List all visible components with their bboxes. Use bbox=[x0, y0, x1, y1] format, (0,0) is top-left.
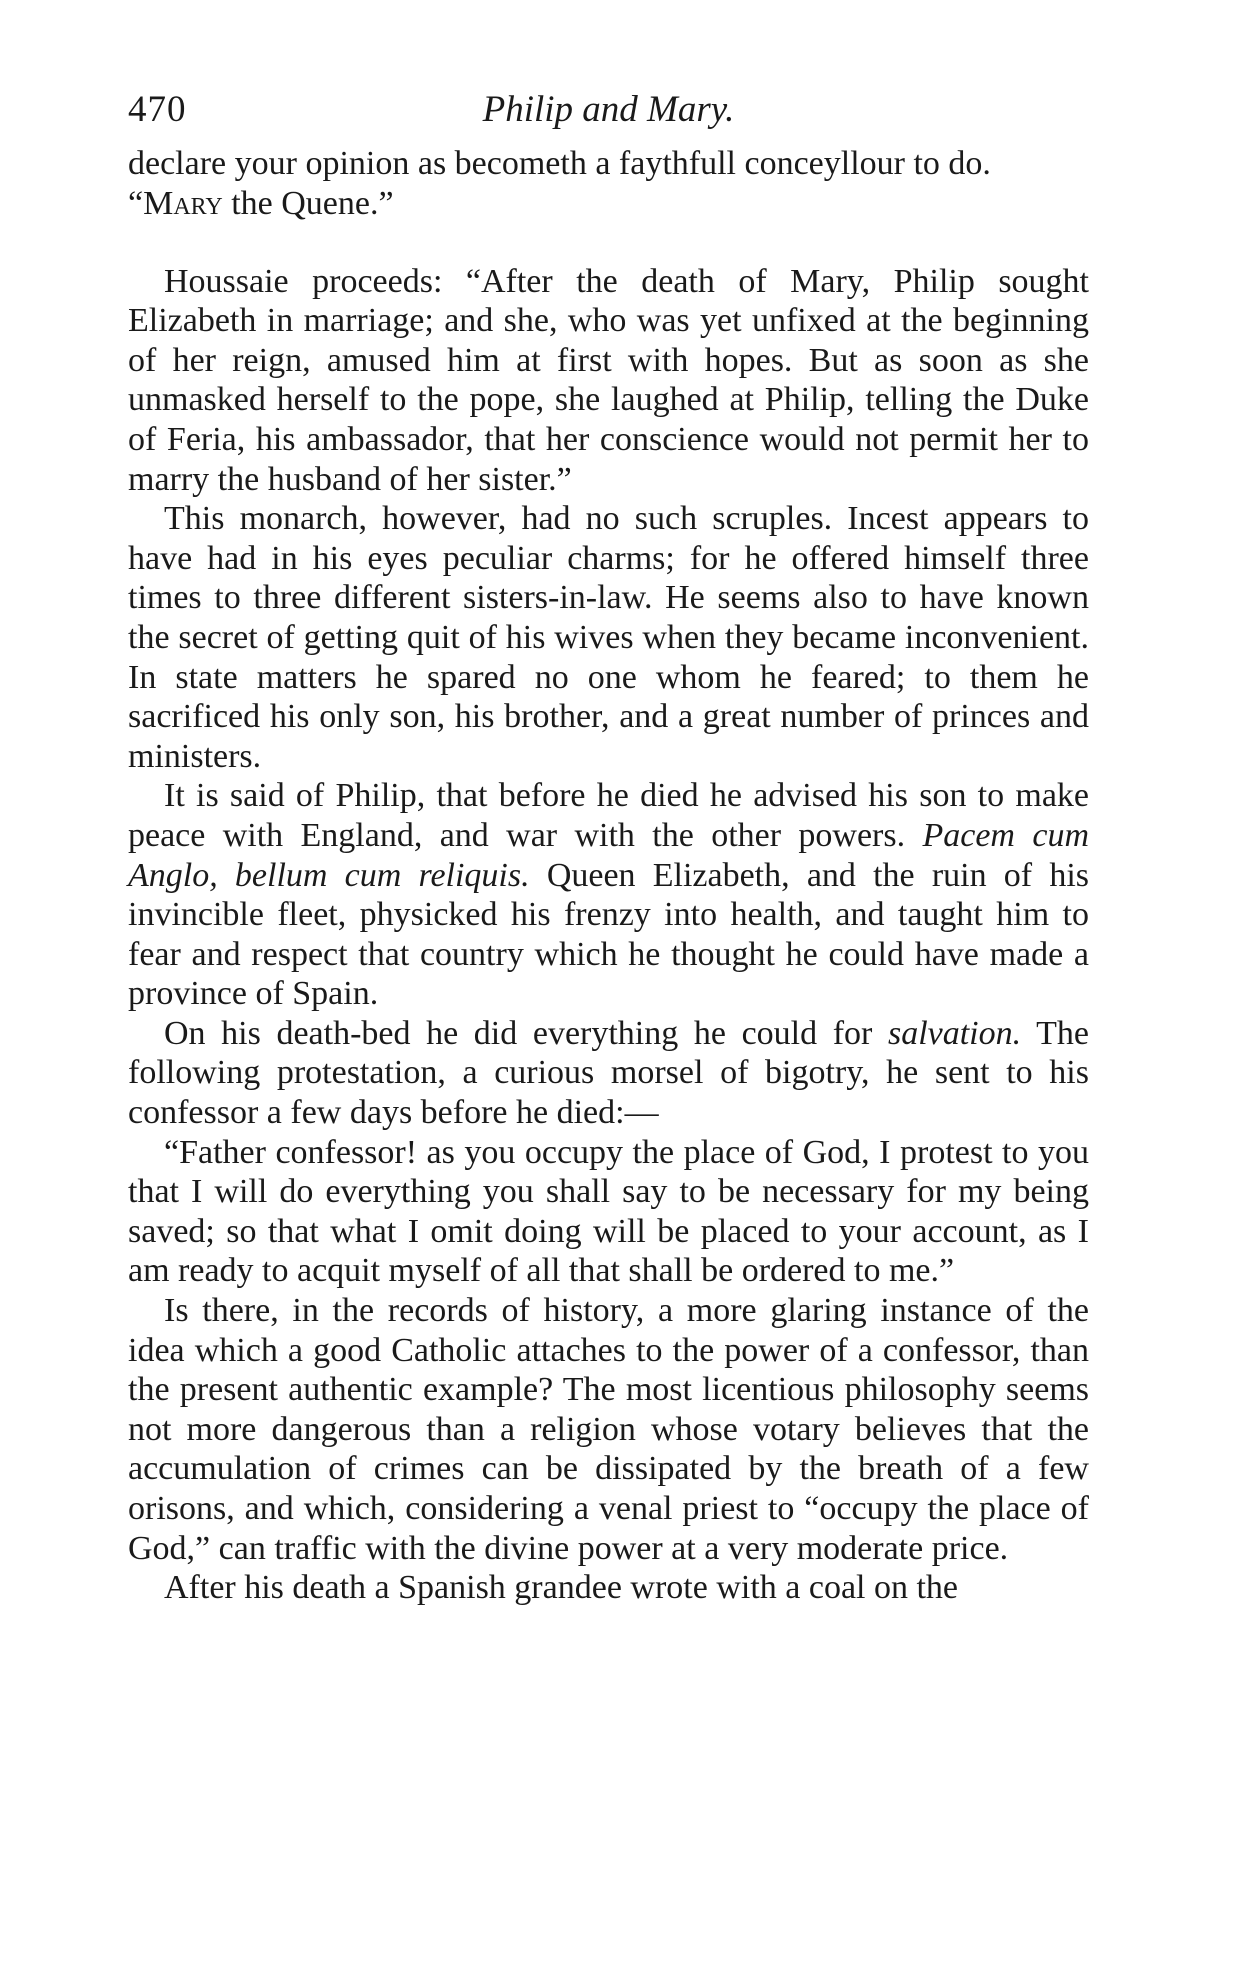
book-page bbox=[128, 90, 1089, 1608]
page-number: 470 bbox=[128, 89, 187, 130]
paragraph-philip-advice-end: Queen Elizabeth, and the ruin of his invincible fleet, physicked his frenzy into health, and taught him to fear and respect that country which he thought he could have made a province of Spain. bbox=[128, 856, 1090, 1013]
salvation-word: salvation. bbox=[887, 1014, 1022, 1052]
signature-rest: the Quene.” bbox=[222, 184, 394, 222]
page-header bbox=[128, 90, 1089, 144]
letter-closing: declare your opinion as becometh a faythfull conceyllour to do. bbox=[128, 145, 991, 182]
paragraph-death-bed-end: The following protestation, a curious morsel of bigotry, he sent to his confessor a few days before he died:— bbox=[128, 1014, 1089, 1132]
latin-quote: Pacem cum Anglo, bellum cum reliquis. bbox=[128, 816, 1089, 894]
paragraph-philip-advice bbox=[128, 776, 1089, 1014]
signature-open-quote: “ bbox=[128, 184, 144, 222]
paragraph-philip-advice-start: It is said of Philip, that before he died he advised his son to make peace with England, and war with the other powers. bbox=[128, 777, 1089, 854]
signature-name: Mary bbox=[143, 184, 223, 222]
paragraph-protestation: “Father confessor! as you occupy the place of God, I protest to you that I will do everything you shall say to be necessary for my being saved; so that what I omit doing will be placed to your account, as I am ready to acquit myself of all that shall be ordered to me.” bbox=[128, 1133, 1089, 1290]
page-body bbox=[128, 144, 1089, 1608]
paragraph-death-bed-start: On his death-bed he did everything he could for bbox=[164, 1014, 888, 1052]
letter-signature bbox=[128, 184, 1089, 244]
paragraph-reflection: Is there, in the records of history, a more glaring instance of the idea which a good Catholic attaches to the power of a confessor, than the present authentic example? The most licentious philosophy seems not more dangerous than a religion whose votary believes that the accumulation of crimes can be dissipated by the breath of a few orisons, and which, considering a venal priest to “occupy the place of God,” can traffic with the divine power at a very moderate price. bbox=[128, 1292, 1089, 1567]
paragraph-houssaie: Houssaie proceeds: “After the death of Mary, Philip sought Elizabeth in marriage; and she, who was yet unfixed at the beginning of her reign, amused him at first with hopes. But as soon as she unmasked herself to the pope, she laughed at Philip, telling the Duke of Feria, his ambassador, that her conscience would not permit her to marry the husband of her sister.” bbox=[128, 262, 1089, 498]
paragraph-death-bed bbox=[128, 1014, 1089, 1133]
running-title: Philip and Mary. bbox=[482, 89, 735, 130]
paragraph-monarch: This monarch, however, had no such scruples. Incest appears to have had in his eyes peculiar charms; for he offered himself three times to three different sisters-in-law. He seems also to have known the secret of getting quit of his wives when they became inconvenient. In state matters he spared no one whom he feared; to them he sacrificed his only son, his brother, and a great number of princes and ministers. bbox=[128, 500, 1089, 775]
paragraph-grandee: After his death a Spanish grandee wrote with a coal on the bbox=[164, 1569, 959, 1607]
